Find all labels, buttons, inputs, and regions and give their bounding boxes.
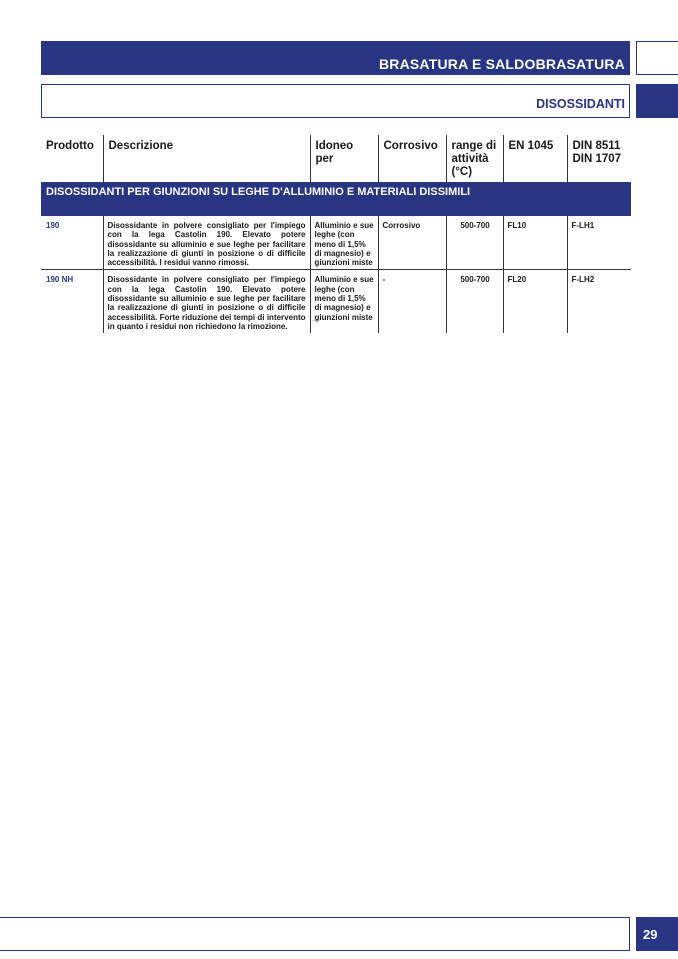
cell-corrosivo: - [378, 270, 446, 333]
col-header-din-line2: DIN 1707 [572, 153, 622, 165]
cell-prodotto: 190 [41, 216, 103, 270]
header-bar [41, 41, 630, 75]
page-number-box [636, 917, 678, 951]
cell-range: 500-700 [446, 216, 503, 270]
cell-corrosivo: Corrosivo [378, 216, 446, 270]
table-row [41, 270, 631, 333]
col-header-en1045: EN 1045 [503, 135, 567, 182]
section-cell-blank [503, 182, 567, 216]
footer-box [0, 917, 630, 951]
section-cell-blank [567, 182, 631, 216]
cell-descrizione: Disossidante in polvere consigliato per l'impiego con la lega Castolin 190. Elevato potere disossidante su alluminio e sue leghe per facilitare la realizzazione di giunti in posizione o di difficile accessibilità. Forte riduzione dei tempi di intervento in quanto i residui non richiedono la rimozione. [103, 270, 310, 333]
cell-idoneo: Alluminio e sue leghe (con meno di 1,5% di magnesio) e giunzioni miste [310, 216, 378, 270]
col-header-idoneo: Idoneo per [310, 135, 378, 182]
header-title: BRASATURA E SALDOBRASATURA [378, 56, 625, 72]
cell-din: F-LH1 [567, 216, 631, 270]
page-number: 29 [643, 927, 658, 942]
col-header-din [567, 135, 631, 182]
col-header-din-line1: DIN 8511 [572, 140, 621, 152]
cell-range: 500-700 [446, 270, 503, 333]
subheader-corner-block [636, 84, 678, 118]
cell-prodotto: 190 NH [41, 270, 103, 333]
cell-din: F-LH2 [567, 270, 631, 333]
col-header-descrizione: Descrizione [103, 135, 310, 182]
table-row [41, 216, 631, 270]
cell-en1045: FL10 [503, 216, 567, 270]
header-corner-box [636, 41, 678, 75]
subheader-box [41, 84, 630, 118]
cell-descrizione: Disossidante in polvere consigliato per l'impiego con la lega Castolin 190. Elevato potere disossidante su alluminio e sue leghe per facilitare la realizzazione di giunti in posizione o di difficile accessibilità. I residui vanno rimossi. [103, 216, 310, 270]
cell-idoneo: Alluminio e sue leghe (con meno di 1,5% di magnesio) e giunzioni miste [310, 270, 378, 333]
cell-en1045: FL20 [503, 270, 567, 333]
products-table [41, 135, 631, 333]
col-header-prodotto: Prodotto [41, 135, 103, 182]
col-header-corrosivo: Corrosivo [378, 135, 446, 182]
section-row [41, 182, 631, 216]
table-header-row [41, 135, 631, 182]
section-label: DISOSSIDANTI PER GIUNZIONI SU LEGHE D'ALLUMINIO E MATERIALI DISSIMILI [41, 182, 503, 216]
section-title: DISOSSIDANTI [536, 97, 625, 111]
col-header-range: range di attività (°C) [446, 135, 503, 182]
